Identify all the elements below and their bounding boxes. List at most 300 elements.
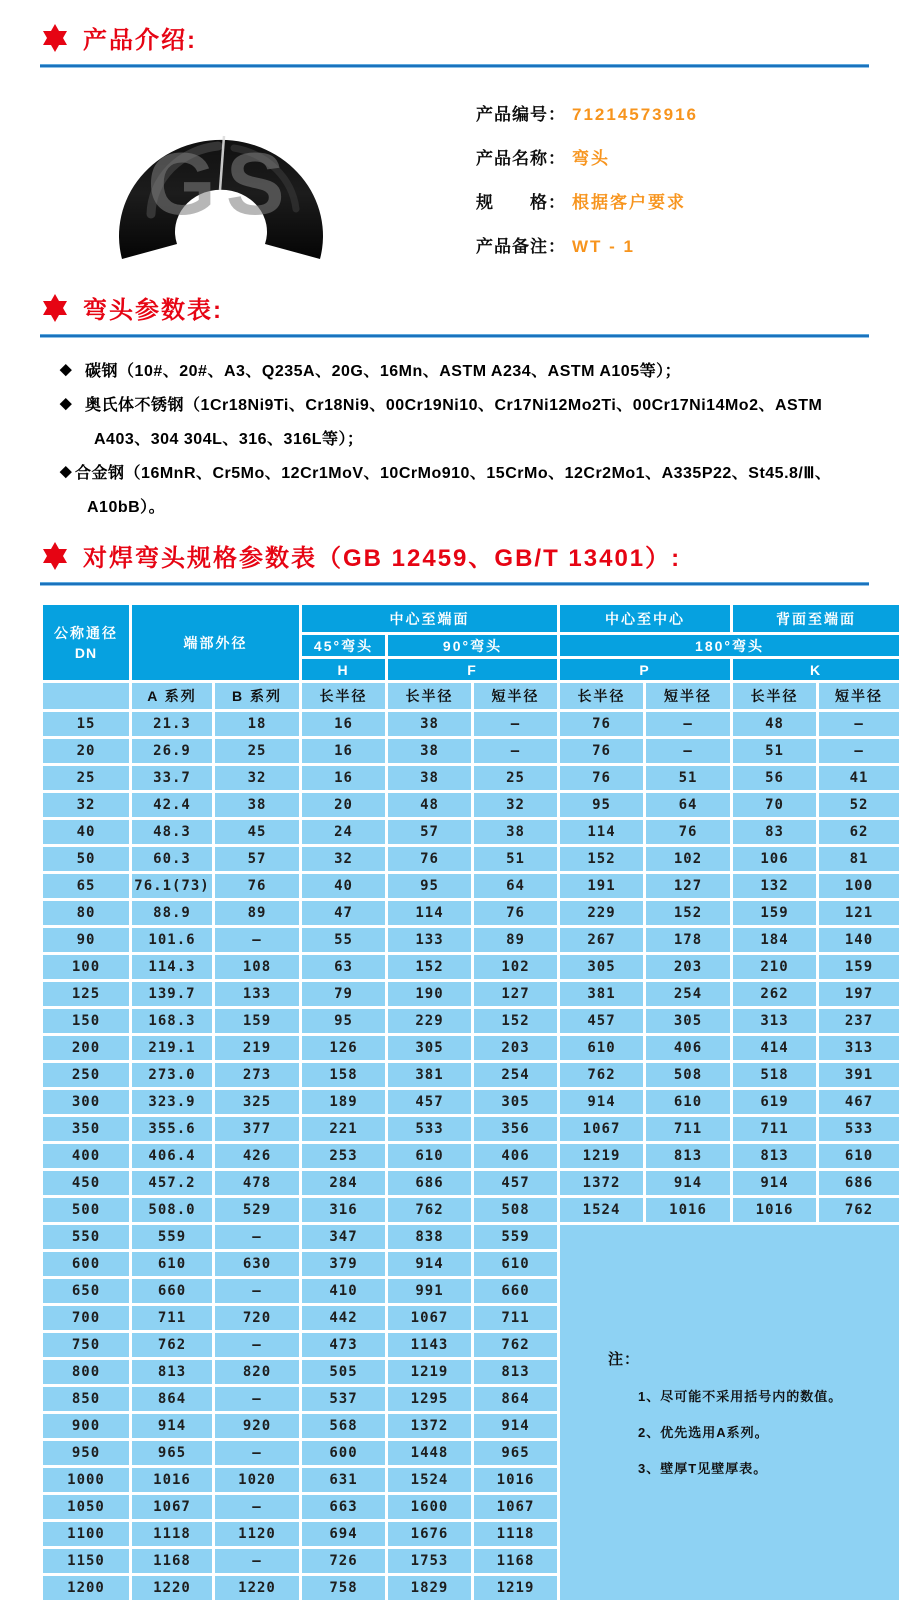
- header-dn-sub: DN: [74, 644, 98, 661]
- table-row: [43, 820, 899, 844]
- table-cell: 25: [43, 766, 129, 790]
- table-cell: 16: [302, 712, 385, 736]
- table-cell: 114.3: [132, 955, 212, 979]
- table-cell: 48.3: [132, 820, 212, 844]
- table-cell: 114: [560, 820, 643, 844]
- table-cell: 1143: [388, 1333, 471, 1357]
- material-item-stainless: [60, 386, 869, 420]
- table-cell: 95: [302, 1009, 385, 1033]
- table-cell: 600: [43, 1252, 129, 1276]
- table-row: [43, 1090, 899, 1114]
- table-cell: 52: [819, 793, 899, 817]
- product-spec-value: 根据客户要求: [572, 193, 686, 212]
- table-cell: 254: [474, 1063, 557, 1087]
- header-180-elbow: 180°弯头: [560, 635, 899, 656]
- table-cell: 406: [646, 1036, 730, 1060]
- header-f: F: [388, 659, 557, 680]
- table-cell: 45: [215, 820, 299, 844]
- table-cell: 533: [819, 1117, 899, 1141]
- table-cell: 203: [646, 955, 730, 979]
- table-cell: 76: [646, 820, 730, 844]
- table-cell: —: [215, 1279, 299, 1303]
- table-cell: 450: [43, 1171, 129, 1195]
- table-cell: 152: [388, 955, 471, 979]
- subheader-long-radius: 长半径: [560, 683, 643, 709]
- note-item: 1、尽可能不采用括号内的数值。: [638, 1389, 843, 1404]
- table-cell: 1000: [43, 1468, 129, 1492]
- subheader-blank: [43, 683, 129, 709]
- table-cell: 414: [733, 1036, 816, 1060]
- table-cell: 150: [43, 1009, 129, 1033]
- table-cell: 965: [474, 1441, 557, 1465]
- table-cell: 24: [302, 820, 385, 844]
- table-cell: 40: [302, 874, 385, 898]
- table-cell: 391: [819, 1063, 899, 1087]
- table-cell: 505: [302, 1360, 385, 1384]
- materials-list: [0, 338, 909, 522]
- table-cell: 305: [560, 955, 643, 979]
- table-cell: 56: [733, 766, 816, 790]
- table-cell: 711: [132, 1306, 212, 1330]
- table-cell: 168.3: [132, 1009, 212, 1033]
- table-cell: 762: [132, 1333, 212, 1357]
- table-cell: 813: [132, 1360, 212, 1384]
- table-cell: 813: [646, 1144, 730, 1168]
- table-cell: 81: [819, 847, 899, 871]
- table-cell: —: [646, 712, 730, 736]
- table-cell: 660: [474, 1279, 557, 1303]
- table-cell: 60.3: [132, 847, 212, 871]
- table-row: [43, 955, 899, 979]
- table-cell: 457: [388, 1090, 471, 1114]
- table-cell: 1020: [215, 1468, 299, 1492]
- table-cell: 38: [388, 766, 471, 790]
- section-product-intro: [0, 0, 909, 68]
- spec-table: [40, 602, 902, 1603]
- table-cell: 159: [733, 901, 816, 925]
- table-cell: 1067: [388, 1306, 471, 1330]
- field-label: 规 格：: [476, 193, 566, 212]
- table-cell: —: [474, 739, 557, 763]
- table-cell: 700: [43, 1306, 129, 1330]
- table-cell: 762: [560, 1063, 643, 1087]
- table-cell: 191: [560, 874, 643, 898]
- table-cell: 457: [474, 1171, 557, 1195]
- header-dn-label: 公称通径: [54, 624, 118, 641]
- table-cell: 80: [43, 901, 129, 925]
- red-star-icon: [40, 293, 70, 323]
- table-cell: 1118: [474, 1522, 557, 1546]
- table-cell: 76: [560, 712, 643, 736]
- table-cell: 254: [646, 982, 730, 1006]
- table-cell: 38: [388, 739, 471, 763]
- table-cell: 184: [733, 928, 816, 952]
- table-cell: 914: [733, 1171, 816, 1195]
- table-cell: 1050: [43, 1495, 129, 1519]
- table-cell: 273: [215, 1063, 299, 1087]
- product-field-row: [476, 144, 698, 188]
- table-cell: 813: [474, 1360, 557, 1384]
- table-cell: 48: [388, 793, 471, 817]
- diamond-icon: ◆: [60, 361, 73, 378]
- table-cell: 379: [302, 1252, 385, 1276]
- table-cell: 126: [302, 1036, 385, 1060]
- table-cell: 1219: [388, 1360, 471, 1384]
- table-cell: 76: [474, 901, 557, 925]
- table-row: [43, 874, 899, 898]
- table-cell: 610: [474, 1252, 557, 1276]
- table-cell: 711: [646, 1117, 730, 1141]
- table-cell: 20: [302, 793, 385, 817]
- table-cell: 262: [733, 982, 816, 1006]
- table-cell: 152: [646, 901, 730, 925]
- table-cell: 229: [388, 1009, 471, 1033]
- table-cell: 1753: [388, 1549, 471, 1573]
- product-info: [476, 94, 698, 276]
- table-cell: 267: [560, 928, 643, 952]
- table-cell: 284: [302, 1171, 385, 1195]
- table-cell: 95: [560, 793, 643, 817]
- table-cell: 64: [646, 793, 730, 817]
- table-cell: 350: [43, 1117, 129, 1141]
- table-cell: 38: [215, 793, 299, 817]
- material-item-carbon: [60, 352, 869, 386]
- header-k: K: [733, 659, 899, 680]
- table-cell: 132: [733, 874, 816, 898]
- table-cell: 127: [646, 874, 730, 898]
- table-row: [43, 982, 899, 1006]
- table-cell: 32: [302, 847, 385, 871]
- material-item-alloy: [60, 454, 869, 488]
- table-cell: 457: [560, 1009, 643, 1033]
- table-cell: 1016: [733, 1198, 816, 1222]
- table-cell: 18: [215, 712, 299, 736]
- table-row: [43, 766, 899, 790]
- material-text: 合金钢（16MnR、Cr5Mo、12Cr1MoV、10CrMo910、15CrMo、12Cr2Mo1、A335P22、St45.8/Ⅲ、: [75, 464, 832, 482]
- table-cell: 1448: [388, 1441, 471, 1465]
- field-label: 产品名称：: [476, 149, 566, 168]
- table-row: [43, 847, 899, 871]
- table-cell: 63: [302, 955, 385, 979]
- section-spec-table: [0, 522, 909, 586]
- table-cell: 1600: [388, 1495, 471, 1519]
- product-remark-value: WT - 1: [572, 237, 635, 256]
- header-back-to-end: 背面至端面: [733, 605, 899, 632]
- table-cell: 16: [302, 766, 385, 790]
- red-star-icon: [40, 23, 70, 53]
- table-cell: 76: [388, 847, 471, 871]
- table-cell: 442: [302, 1306, 385, 1330]
- table-cell: 125: [43, 982, 129, 1006]
- note-title: 注：: [608, 1351, 641, 1368]
- subheader-long-radius: 长半径: [388, 683, 471, 709]
- table-cell: 508: [646, 1063, 730, 1087]
- subheader-series-b: B 系列: [215, 683, 299, 709]
- table-cell: 89: [474, 928, 557, 952]
- header-45-elbow: 45°弯头: [302, 635, 385, 656]
- product-field-row: [476, 100, 698, 144]
- table-cell: 250: [43, 1063, 129, 1087]
- subheader-long-radius: 长半径: [733, 683, 816, 709]
- table-cell: 406: [474, 1144, 557, 1168]
- table-cell: 965: [132, 1441, 212, 1465]
- table-cell: 76: [560, 766, 643, 790]
- table-row: [43, 712, 899, 736]
- table-cell: 1372: [560, 1171, 643, 1195]
- table-row: [43, 1225, 899, 1249]
- table-note-cell: [560, 1225, 899, 1600]
- table-cell: 57: [388, 820, 471, 844]
- header-h: H: [302, 659, 385, 680]
- table-cell: 726: [302, 1549, 385, 1573]
- section-header: [40, 538, 869, 573]
- table-cell: 410: [302, 1279, 385, 1303]
- field-label: 产品备注：: [476, 237, 566, 256]
- table-cell: 381: [388, 1063, 471, 1087]
- note-item: 2、优先选用A系列。: [638, 1425, 769, 1440]
- table-cell: 237: [819, 1009, 899, 1033]
- header-center-to-end: 中心至端面: [302, 605, 557, 632]
- table-cell: 914: [388, 1252, 471, 1276]
- table-cell: 559: [474, 1225, 557, 1249]
- table-cell: 838: [388, 1225, 471, 1249]
- table-cell: 57: [215, 847, 299, 871]
- table-cell: 133: [215, 982, 299, 1006]
- table-cell: 50: [43, 847, 129, 871]
- table-cell: 221: [302, 1117, 385, 1141]
- table-row: [43, 1117, 899, 1141]
- product-field-row: [476, 188, 698, 232]
- table-cell: 51: [733, 739, 816, 763]
- table-cell: 219: [215, 1036, 299, 1060]
- table-cell: 210: [733, 955, 816, 979]
- table-cell: 400: [43, 1144, 129, 1168]
- table-cell: 356: [474, 1117, 557, 1141]
- table-cell: 720: [215, 1306, 299, 1330]
- table-cell: 102: [474, 955, 557, 979]
- table-cell: 89: [215, 901, 299, 925]
- table-cell: 1295: [388, 1387, 471, 1411]
- table-cell: 127: [474, 982, 557, 1006]
- header-end-od: 端部外径: [132, 605, 299, 680]
- table-cell: 48: [733, 712, 816, 736]
- table-cell: 457.2: [132, 1171, 212, 1195]
- table-cell: 758: [302, 1576, 385, 1600]
- table-cell: 152: [474, 1009, 557, 1033]
- header-90-elbow: 90°弯头: [388, 635, 557, 656]
- table-cell: —: [215, 1441, 299, 1465]
- table-cell: 189: [302, 1090, 385, 1114]
- table-cell: 850: [43, 1387, 129, 1411]
- table-cell: 1372: [388, 1414, 471, 1438]
- subheader-short-radius: 短半径: [819, 683, 899, 709]
- spec-table-title: 对焊弯头规格参数表（GB 12459、GB/T 13401）:: [83, 545, 682, 572]
- material-text: 碳钢（10#、20#、A3、Q235A、20G、16Mn、ASTM A234、ASTM A105等）；: [85, 362, 682, 380]
- table-cell: 70: [733, 793, 816, 817]
- table-cell: 76: [215, 874, 299, 898]
- table-cell: 21.3: [132, 712, 212, 736]
- table-cell: 950: [43, 1441, 129, 1465]
- table-cell: 62: [819, 820, 899, 844]
- table-cell: 121: [819, 901, 899, 925]
- table-cell: 1200: [43, 1576, 129, 1600]
- table-cell: —: [646, 739, 730, 763]
- table-cell: 16: [302, 739, 385, 763]
- table-cell: 762: [819, 1198, 899, 1222]
- table-cell: 920: [215, 1414, 299, 1438]
- table-row: [43, 1063, 899, 1087]
- table-cell: 139.7: [132, 982, 212, 1006]
- table-cell: 355.6: [132, 1117, 212, 1141]
- table-cell: 686: [819, 1171, 899, 1195]
- table-cell: 133: [388, 928, 471, 952]
- table-cell: 864: [474, 1387, 557, 1411]
- table-cell: —: [215, 1225, 299, 1249]
- table-cell: 55: [302, 928, 385, 952]
- table-row: [43, 793, 899, 817]
- material-text-continuation: A10bB）。: [87, 498, 166, 516]
- table-cell: 529: [215, 1198, 299, 1222]
- product-block: [0, 68, 909, 280]
- table-cell: 1220: [215, 1576, 299, 1600]
- table-cell: 550: [43, 1225, 129, 1249]
- table-cell: —: [819, 712, 899, 736]
- table-cell: 800: [43, 1360, 129, 1384]
- subheader-series-a: A 系列: [132, 683, 212, 709]
- table-row: [43, 1171, 899, 1195]
- table-cell: 762: [388, 1198, 471, 1222]
- table-cell: 83: [733, 820, 816, 844]
- table-cell: —: [215, 928, 299, 952]
- table-cell: 305: [646, 1009, 730, 1033]
- table-cell: 991: [388, 1279, 471, 1303]
- material-text: 奥氏体不锈钢（1Cr18Ni9Ti、Cr18Ni9、00Cr19Ni10、Cr17Ni12Mo2Ti、00Cr17Ni14Mo2、ASTM: [85, 396, 823, 414]
- table-cell: 79: [302, 982, 385, 1006]
- table-cell: 686: [388, 1171, 471, 1195]
- table-cell: 762: [474, 1333, 557, 1357]
- table-cell: 467: [819, 1090, 899, 1114]
- table-cell: 114: [388, 901, 471, 925]
- subheader-short-radius: 短半径: [646, 683, 730, 709]
- product-name-value: 弯头: [572, 149, 610, 168]
- table-cell: 140: [819, 928, 899, 952]
- table-cell: 40: [43, 820, 129, 844]
- divider-line: [40, 582, 869, 586]
- table-cell: 64: [474, 874, 557, 898]
- note-item: 3、壁厚T见壁厚表。: [638, 1461, 768, 1476]
- table-cell: 406.4: [132, 1144, 212, 1168]
- table-cell: 32: [215, 766, 299, 790]
- table-cell: 1120: [215, 1522, 299, 1546]
- table-cell: 1220: [132, 1576, 212, 1600]
- table-cell: 190: [388, 982, 471, 1006]
- diamond-icon: ◆: [60, 395, 73, 412]
- table-cell: 101.6: [132, 928, 212, 952]
- table-cell: 559: [132, 1225, 212, 1249]
- table-cell: 377: [215, 1117, 299, 1141]
- table-cell: 1219: [560, 1144, 643, 1168]
- table-cell: 100: [43, 955, 129, 979]
- table-cell: 253: [302, 1144, 385, 1168]
- table-cell: 1829: [388, 1576, 471, 1600]
- table-cell: 65: [43, 874, 129, 898]
- table-cell: 914: [560, 1090, 643, 1114]
- table-cell: 305: [388, 1036, 471, 1060]
- table-cell: 813: [733, 1144, 816, 1168]
- table-cell: 106: [733, 847, 816, 871]
- table-cell: 152: [560, 847, 643, 871]
- table-cell: 631: [302, 1468, 385, 1492]
- table-row: [43, 928, 899, 952]
- table-cell: 478: [215, 1171, 299, 1195]
- table-row: [43, 1036, 899, 1060]
- table-cell: 102: [646, 847, 730, 871]
- table-cell: 42.4: [132, 793, 212, 817]
- table-cell: —: [215, 1387, 299, 1411]
- table-cell: 200: [43, 1036, 129, 1060]
- table-cell: 32: [43, 793, 129, 817]
- table-cell: 219.1: [132, 1036, 212, 1060]
- table-cell: 47: [302, 901, 385, 925]
- table-cell: —: [215, 1333, 299, 1357]
- table-cell: 300: [43, 1090, 129, 1114]
- table-cell: 1118: [132, 1522, 212, 1546]
- section-header: [40, 20, 869, 55]
- table-cell: 25: [215, 739, 299, 763]
- table-cell: 711: [474, 1306, 557, 1330]
- subheader-long-radius: 长半径: [302, 683, 385, 709]
- header-center-to-center: 中心至中心: [560, 605, 730, 632]
- table-cell: 316: [302, 1198, 385, 1222]
- table-cell: 518: [733, 1063, 816, 1087]
- table-cell: 100: [819, 874, 899, 898]
- table-cell: 1524: [560, 1198, 643, 1222]
- table-cell: 325: [215, 1090, 299, 1114]
- table-row: [43, 1198, 899, 1222]
- table-cell: 600: [302, 1441, 385, 1465]
- table-cell: 1016: [474, 1468, 557, 1492]
- table-cell: 88.9: [132, 901, 212, 925]
- table-cell: 900: [43, 1414, 129, 1438]
- table-cell: 1676: [388, 1522, 471, 1546]
- table-cell: 38: [388, 712, 471, 736]
- table-cell: 820: [215, 1360, 299, 1384]
- table-cell: 914: [646, 1171, 730, 1195]
- table-cell: —: [819, 739, 899, 763]
- table-cell: 32: [474, 793, 557, 817]
- table-cell: 273.0: [132, 1063, 212, 1087]
- table-cell: 1016: [646, 1198, 730, 1222]
- table-cell: 610: [646, 1090, 730, 1114]
- table-cell: 500: [43, 1198, 129, 1222]
- table-cell: 864: [132, 1387, 212, 1411]
- table-cell: 159: [819, 955, 899, 979]
- table-cell: 323.9: [132, 1090, 212, 1114]
- table-cell: 750: [43, 1333, 129, 1357]
- table-cell: 508.0: [132, 1198, 212, 1222]
- table-cell: 108: [215, 955, 299, 979]
- table-cell: 619: [733, 1090, 816, 1114]
- table-cell: 25: [474, 766, 557, 790]
- table-cell: 694: [302, 1522, 385, 1546]
- table-cell: —: [215, 1549, 299, 1573]
- table-cell: 26.9: [132, 739, 212, 763]
- table-cell: 610: [819, 1144, 899, 1168]
- header-dn: [43, 605, 129, 680]
- table-cell: 537: [302, 1387, 385, 1411]
- table-cell: 51: [474, 847, 557, 871]
- product-field-row: [476, 232, 698, 276]
